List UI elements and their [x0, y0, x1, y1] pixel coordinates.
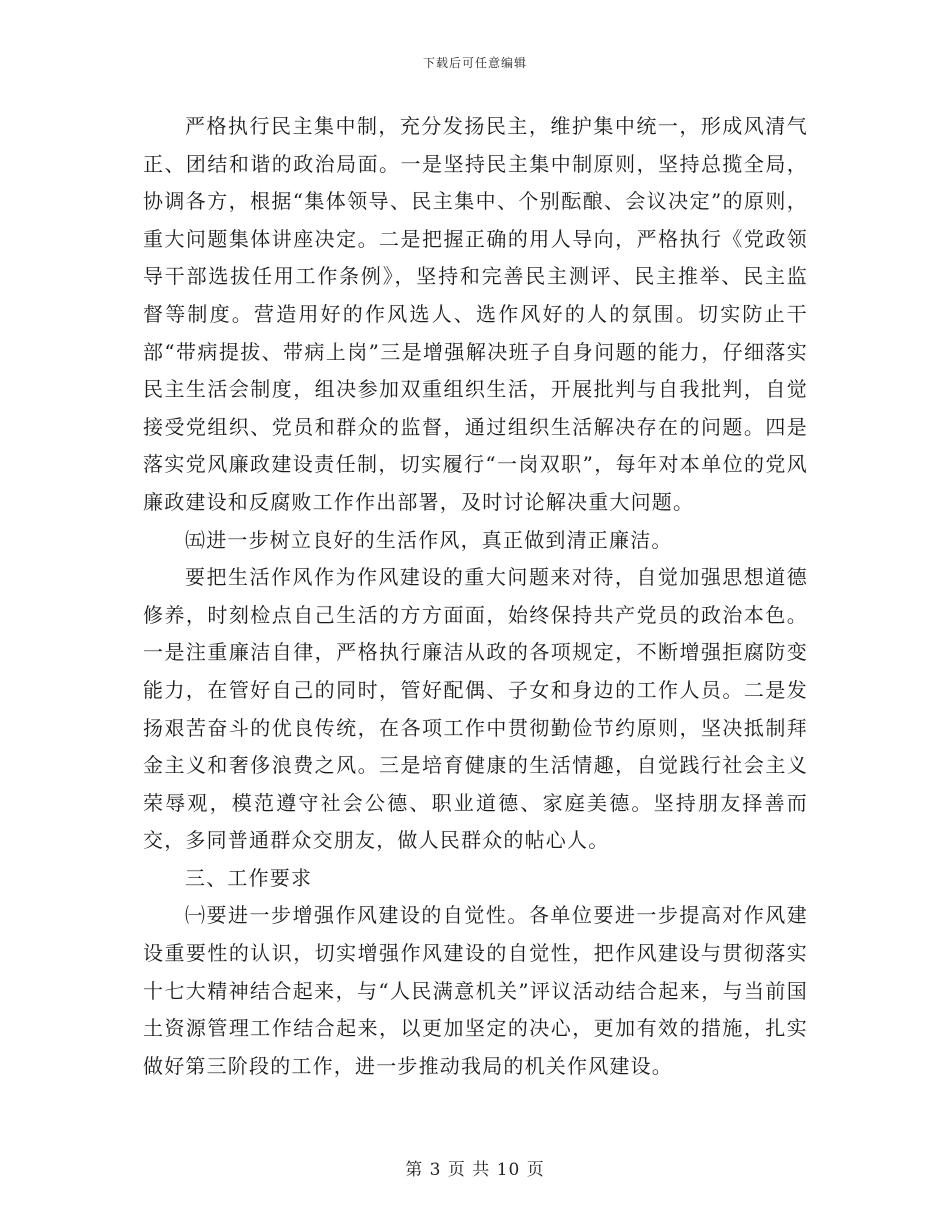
page-label-mid: 页 共 [447, 1160, 491, 1180]
page-label-prefix: 第 [405, 1160, 424, 1180]
paragraph-requirement-1: ㈠要进一步增强作风建设的自觉性。各单位要进一步提高对作风建设重要性的认识，切实增强作风建设的自觉性，把作风建设与贯彻落实十七大精神结合起来，与“人民满意机关”评议活动结合起来，与当前国土资源管理工作结合起来，以更加坚定的决心，更加有效的措施，扎实做好第三阶段的工作，进一步推动我局的机关作风建设。 [143, 903, 808, 1078]
page-label-suffix: 页 [526, 1160, 545, 1180]
paragraph-life-style: 要把生活作风作为作风建设的重大问题来对待，自觉加强思想道德修养，时刻检点自己生活的方方面面，始终保持共产党员的政治本色。一是注重廉洁自律，严格执行廉洁从政的各项规定，不断增强拒腐防变能力，在管好自己的同时，管好配偶、子女和身边的工作人员。二是发扬艰苦奋斗的优良传统，在各项工作中贯彻勤俭节约原则，坚决抵制拜金主义和奢侈浪费之风。三是培育健康的生活情趣，自觉践行社会主义荣辱观，模范遵守社会公德、职业道德、家庭美德。坚持朋友择善而交，多同普通群众交朋友，做人民群众的帖心人。 [143, 565, 808, 853]
header-note: 下载后可任意编辑 [422, 56, 527, 70]
page-number-footer [0, 1155, 950, 1180]
page-total: 10 [496, 1160, 521, 1180]
section-heading-5: ㈤进一步树立良好的生活作风，真正做到清正廉洁。 [185, 527, 673, 552]
paragraph-democratic-centralism: 严格执行民主集中制，充分发扬民主，维护集中统一，形成风清气正、团结和谐的政治局面。一是坚持民主集中制原则，坚持总揽全局，协调各方，根据“集体领导、民主集中、个别酝酿、会议决定”的原则，重大问题集体讲座决定。二是把握正确的用人导向，严格执行《党政领导干部选拔任用工作条例》，坚持和完善民主测评、民主推举、民主监督等制度。营造用好的作风选人、选作风好的人的氛围。切实防止干部“带病提拔、带病上岗”三是增强解决班子自身问题的能力，仔细落实民主生活会制度，组决参加双重组织生活，开展批判与自我批判，自觉接受党组织、党员和群众的监督，通过组织生活解决存在的问题。四是落实党风廉政建设责任制，切实履行“一岗双职”，每年对本单位的党风廉政建设和反腐败工作作出部署，及时讨论解决重大问题。 [143, 114, 808, 514]
page-current: 3 [429, 1160, 442, 1180]
section-heading-work-requirements: 三、工作要求 [185, 865, 313, 890]
document-body [143, 108, 808, 1085]
